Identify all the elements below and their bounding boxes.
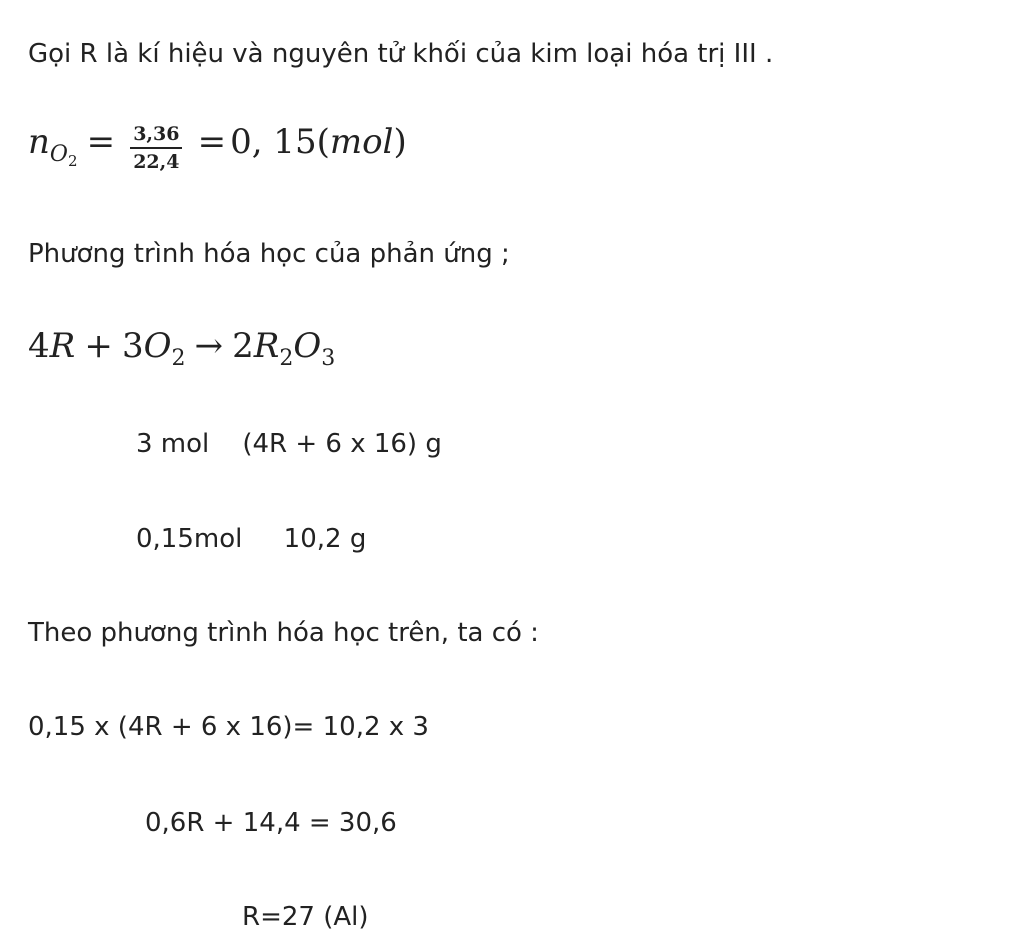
fraction bbox=[130, 125, 182, 172]
formula-close: ) bbox=[393, 122, 407, 162]
reactant-o-subscript: 2 bbox=[171, 346, 186, 371]
equation-heading: Phương trình hóa học của phản ứng ; bbox=[28, 239, 510, 269]
formula-unit: mol bbox=[329, 122, 394, 162]
reaction-equation bbox=[28, 326, 336, 371]
reactant-r: R bbox=[49, 326, 76, 366]
equals-sign: = bbox=[86, 122, 116, 162]
coefficient-1: 4 bbox=[28, 326, 50, 366]
fraction-denominator: 22,4 bbox=[133, 151, 180, 173]
product-r-subscript: 2 bbox=[279, 346, 294, 371]
product-o: O bbox=[293, 326, 322, 366]
formula-subscript: O bbox=[49, 142, 68, 167]
intro-text: Gọi R là kí hiệu và nguyên tử khối của kim loại hóa trị III . bbox=[28, 39, 774, 69]
formula-subsubscript: 2 bbox=[67, 152, 78, 170]
ratio-row-1: 3 mol (4R + 6 x 16) g bbox=[136, 429, 442, 459]
coefficient-2: 3 bbox=[121, 326, 144, 366]
arrow-icon: → bbox=[194, 326, 224, 366]
product-r: R bbox=[253, 326, 280, 366]
reactant-o: O bbox=[143, 326, 172, 366]
fraction-numerator: 3,36 bbox=[130, 125, 182, 149]
conclusion-heading: Theo phương trình hóa học trên, ta có : bbox=[28, 618, 539, 648]
moles-formula bbox=[28, 122, 407, 172]
final-answer: R=27 (Al) bbox=[242, 902, 369, 932]
formula-symbol: n bbox=[28, 122, 50, 162]
calculation-2: 0,6R + 14,4 = 30,6 bbox=[145, 808, 397, 838]
ratio-row-2: 0,15mol 10,2 g bbox=[136, 524, 367, 554]
formula-result: 0, 15( bbox=[230, 122, 330, 162]
product-o-subscript: 3 bbox=[321, 346, 336, 371]
calculation-1: 0,15 x (4R + 6 x 16)= 10,2 x 3 bbox=[28, 712, 429, 742]
equals-sign-2: = bbox=[197, 122, 227, 162]
plus-sign: + bbox=[84, 326, 113, 366]
coefficient-3: 2 bbox=[232, 326, 254, 366]
